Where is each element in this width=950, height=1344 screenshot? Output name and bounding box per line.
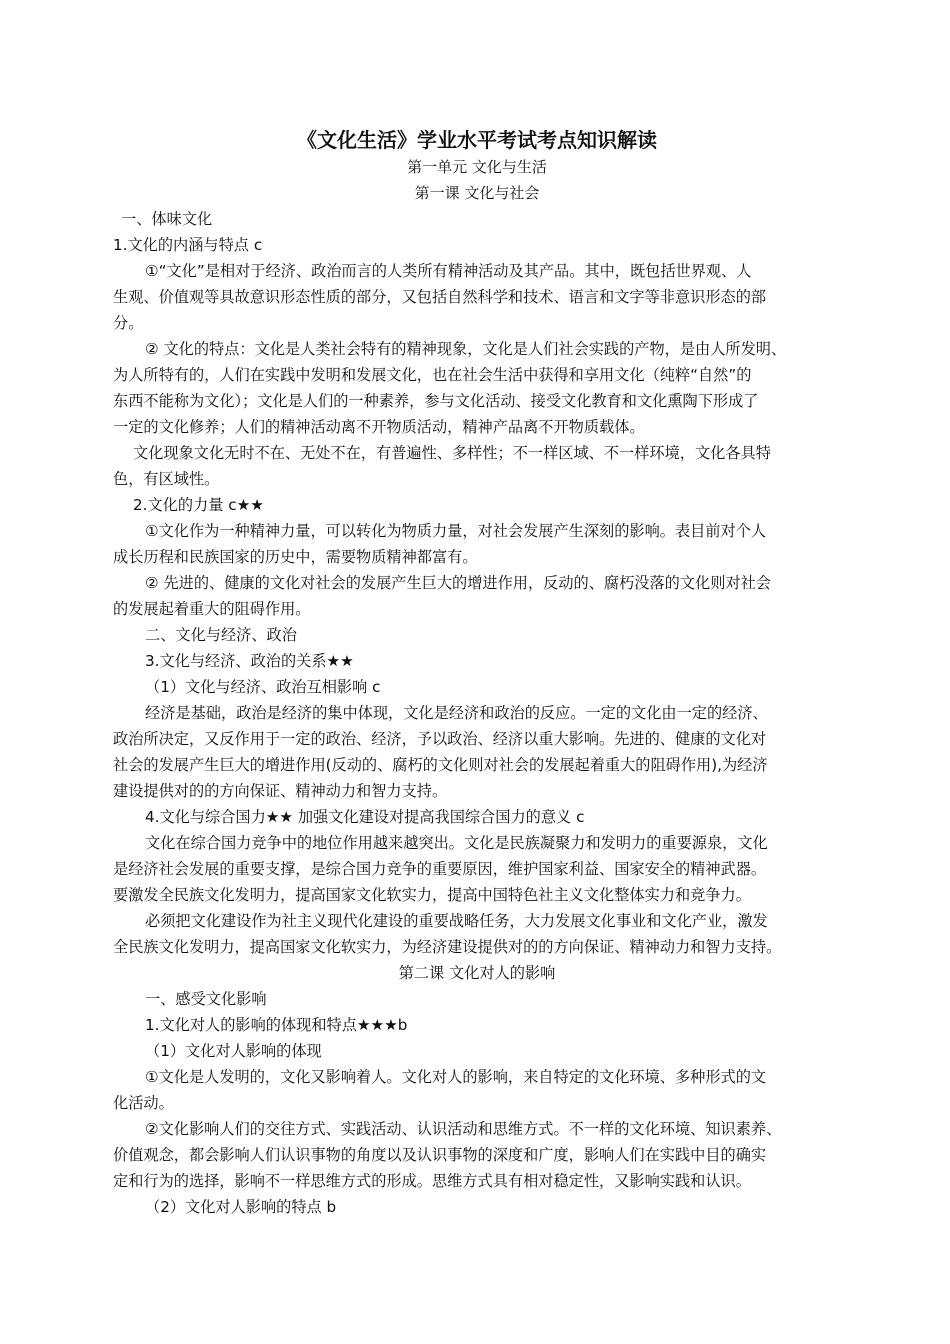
paragraph-line: ①文化是人发明的，文化又影响着人。文化对人的影响，来自特定的文化环境、多种形式的文 (145, 1068, 767, 1086)
paragraph-line: 化活动。 (113, 1094, 174, 1112)
subsection-heading: 4.文化与综合国力★★ 加强文化建设对提高我国综合国力的意义 c (145, 808, 585, 826)
section-heading: 二、文化与经济、政治 (145, 626, 297, 644)
paragraph-line: 定和行为的选择，影响不一样思维方式的形成。思维方式具有相对稳定性，又影响实践和认识。 (113, 1172, 751, 1190)
subsection-heading: 1.文化对人的影响的体现和特点★★★b (145, 1016, 408, 1034)
lesson-heading: 第一课 文化与社会 (414, 184, 540, 202)
paragraph-line: 色，有区域性。 (113, 470, 220, 488)
section-heading: 一、体味文化 (121, 210, 213, 228)
paragraph-line: ②文化影响人们的交往方式、实践活动、认识活动和思维方式。不一样的文化环境、知识素养、 (145, 1120, 782, 1138)
section-heading: 一、感受文化影响 (145, 990, 267, 1008)
paragraph-line: 为人所特有的，人们在实践中发明和发展文化，也在社会生活中获得和享用文化（纯粹“自然”的 (113, 366, 752, 384)
lesson-heading: 第二课 文化对人的影响 (398, 964, 556, 982)
subsection-heading: 3.文化与经济、政治的关系★★ (145, 652, 354, 670)
unit-heading: 第一单元 文化与生活 (407, 158, 547, 176)
paragraph-line: 生观、价值观等具故意识形态性质的部分，又包括自然科学和技术、语言和文字等非意识形态的部 (113, 288, 767, 306)
paragraph-line: 一定的文化修养；人们的精神活动离不开物质活动，精神产品离不开物质载体。 (113, 418, 645, 436)
paragraph-line: 东西不能称为文化）；文化是人们的一种素养，参与文化活动、接受文化教育和文化熏陶下形成了 (113, 392, 759, 410)
paragraph-line: ①“文化”是相对于经济、政治而言的人类所有精神活动及其产品。其中，既包括世界观、人 (145, 262, 752, 280)
paragraph-line: 成长历程和民族国家的历史中，需要物质精神都富有。 (113, 548, 478, 566)
paragraph-line: 政治所决定，又反作用于一定的政治、经济，予以政治、经济以重大影响。先进的、健康的文化对 (113, 730, 767, 748)
paragraph-line: 全民族文化发明力，提高国家文化软实力，为经济建设提供对的的方向保证、精神动力和智力支持。 (113, 938, 782, 956)
subsection-heading: （1）文化与经济、政治互相影响 c (145, 678, 381, 696)
paragraph-line: 文化现象文化无时不在、无处不在，有普遍性、多样性；不一样区域、不一样环境，文化各具特 (133, 444, 771, 462)
paragraph-line: ①文化作为一种精神力量，可以转化为物质力量，对社会发展产生深刻的影响。表目前对个人 (145, 522, 767, 540)
subsection-heading: （2）文化对人影响的特点 b (145, 1198, 337, 1216)
paragraph-line: 经济是基础，政治是经济的集中体现，文化是经济和政治的反应。一定的文化由一定的经济、 (145, 704, 768, 722)
subsection-heading: （1）文化对人影响的体现 (145, 1042, 322, 1060)
paragraph-line: 必须把文化建设作为社主义现代化建设的重要战略任务，大力发展文化事业和文化产业，激发 (145, 912, 768, 930)
paragraph-line: 是经济社会发展的重要支撑，是综合国力竞争的重要原因，维护国家利益、国家安全的精神武器。 (113, 860, 767, 878)
paragraph-line: 文化在综合国力竞争中的地位作用越来越突出。文化是民族凝聚力和发明力的重要源泉，文化 (145, 834, 768, 852)
paragraph-line: ② 先进的、健康的文化对社会的发展产生巨大的增进作用，反动的、腐朽没落的文化则对社会 (145, 574, 771, 592)
paragraph-line: 要激发全民族文化发明力，提高国家文化软实力，提高中国特色社主义文化整体实力和竞争力。 (113, 886, 751, 904)
subsection-heading: 1.文化的内涵与特点 c (113, 236, 263, 254)
paragraph-line: 分。 (113, 314, 144, 332)
paragraph-line: 建设提供对的的方向保证、精神动力和智力支持。 (113, 782, 448, 800)
document-title: 《文化生活》学业水平考试考点知识解读 (297, 128, 657, 152)
paragraph-line: 价值观念，都会影响人们认识事物的角度以及认识事物的深度和广度，影响人们在实践中目的确实 (113, 1146, 767, 1164)
paragraph-line: 的发展起着重大的阻碍作用。 (113, 600, 311, 618)
paragraph-line: ② 文化的特点：文化是人类社会特有的精神现象，文化是人们社会实践的产物，是由人所发明、 (145, 340, 787, 358)
paragraph-line: 社会的发展产生巨大的增进作用(反动的、腐朽的文化则对社会的发展起着重大的阻碍作用),为经济 (113, 756, 768, 774)
subsection-heading: 2.文化的力量 c★★ (133, 496, 264, 514)
